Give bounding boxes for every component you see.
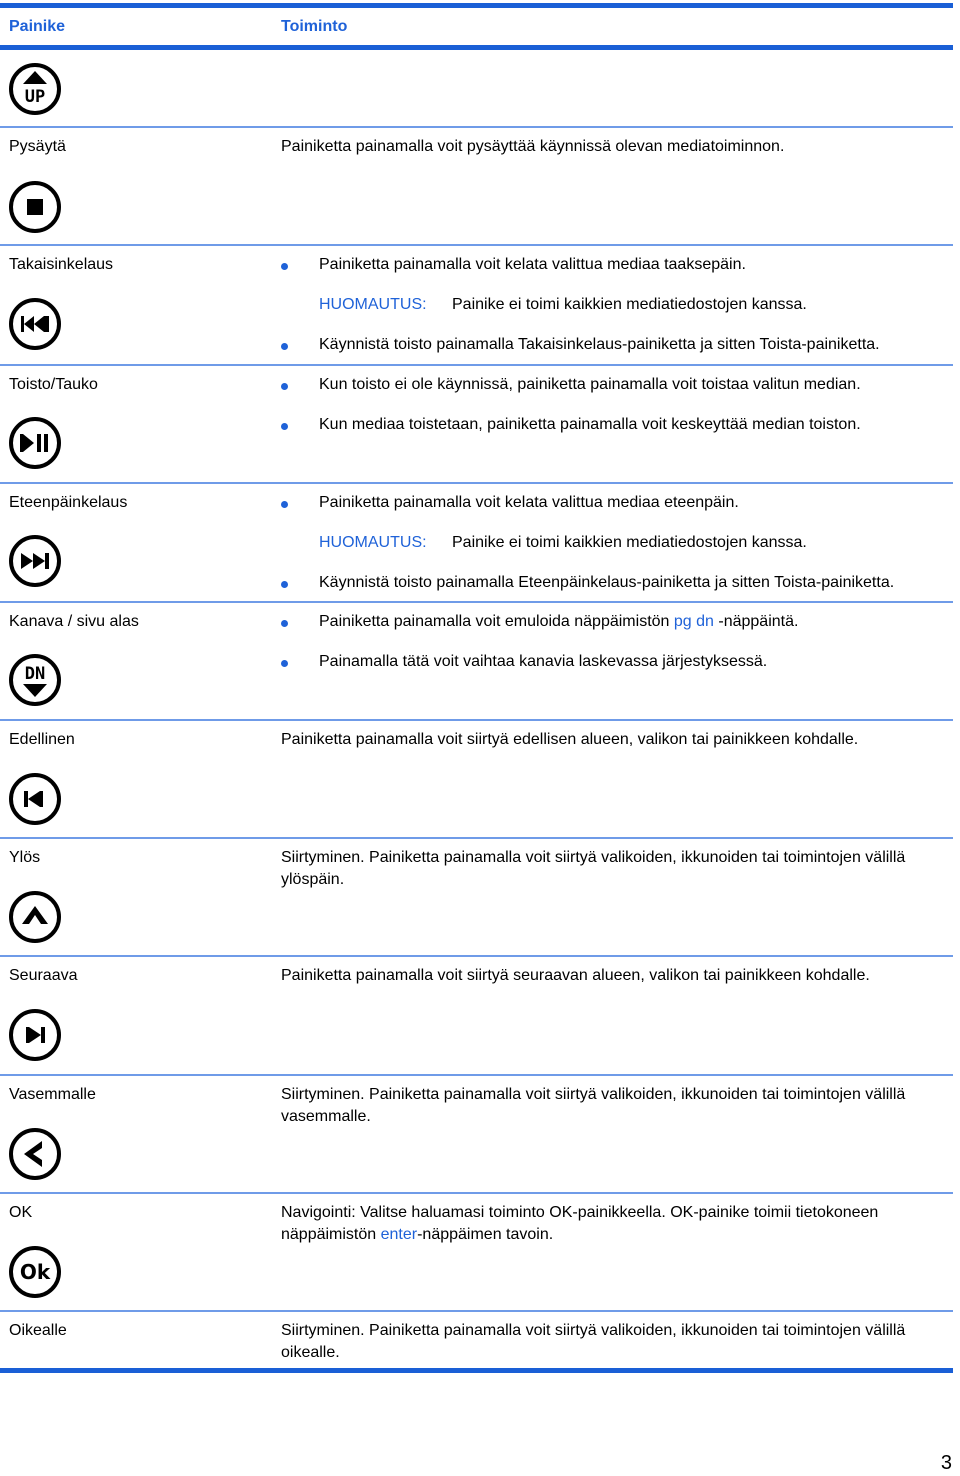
bullet [281, 383, 288, 390]
text: -näppäimen tavoin. [417, 1226, 554, 1243]
row-divider [0, 955, 953, 957]
svg-text:Ok: Ok [19, 1260, 51, 1284]
function-play-pause-1: Kun toisto ei ole käynnissä, painiketta painamalla voit toistaa valitun median. [319, 376, 861, 393]
text: Painiketta painamalla voit emuloida näppäimistön [319, 613, 674, 630]
button-name-next: Seuraava [9, 967, 78, 984]
bullet [281, 581, 288, 588]
bullet [281, 660, 288, 667]
stop-button-icon [8, 180, 62, 234]
note-text: Painike ei toimi kaikkien mediatiedostojen kanssa. [452, 296, 807, 313]
function-stop: Painiketta painamalla voit pysäyttää käynnissä olevan mediatoiminnon. [281, 138, 785, 155]
svg-text:UP: UP [24, 87, 46, 107]
function-rewind-2: Käynnistä toisto painamalla Takaisinkelaus-painiketta ja sitten Toista-painiketta. [319, 336, 880, 353]
function-next: Painiketta painamalla voit siirtyä seuraavan alueen, valikon tai painikkeen kohdalle. [281, 967, 870, 984]
next-button-icon [8, 1008, 62, 1062]
button-name-left: Vasemmalle [9, 1086, 96, 1103]
button-name-ok: OK [9, 1204, 33, 1221]
row-divider [0, 1310, 953, 1312]
function-up: Siirtyminen. Painiketta painamalla voit siirtyä valikoiden, ikkunoiden tai toimintojen välillä ylöspäin. [281, 849, 906, 888]
function-page-down-2: Painamalla tätä voit vaihtaa kanavia laskevassa järjestyksessä. [319, 653, 768, 670]
function-left: Siirtyminen. Painiketta painamalla voit siirtyä valikoiden, ikkunoiden tai toimintojen välillä vasemmalle. [281, 1086, 906, 1125]
function-right: Siirtyminen. Painiketta painamalla voit siirtyä valikoiden, ikkunoiden tai toimintojen välillä oikealle. [281, 1322, 906, 1361]
note-label: HUOMAUTUS: [319, 534, 427, 551]
note-text: Painike ei toimi kaikkien mediatiedostojen kanssa. [452, 534, 807, 551]
bottom-rule [0, 1368, 953, 1373]
function-rewind-1: Painiketta painamalla voit kelata valittua mediaa taaksepäin. [319, 256, 746, 273]
text: Navigointi: Valitse haluamasi toiminto OK-painikkeella. OK-painike toimii tietokoneen näppäimistön [281, 1204, 879, 1243]
row-divider [0, 126, 953, 128]
fast-forward-button-icon [8, 534, 62, 588]
rewind-button-icon [8, 297, 62, 351]
column-header-button: Painike [9, 18, 66, 35]
row-divider [0, 1192, 953, 1194]
row-divider [0, 837, 953, 839]
column-header-function: Toiminto [281, 18, 348, 35]
bullet [281, 263, 288, 270]
up-button-icon [8, 62, 62, 116]
top-rule [0, 3, 953, 8]
down-button-icon [8, 653, 62, 707]
bullet [281, 501, 288, 508]
button-name-page-down: Kanava / sivu alas [9, 613, 139, 630]
row-divider [0, 482, 953, 484]
key-name: enter [380, 1226, 418, 1243]
row-divider [0, 364, 953, 366]
button-name-stop: Pysäytä [9, 138, 66, 155]
row-divider [0, 601, 953, 603]
row-divider [0, 719, 953, 721]
button-name-right: Oikealle [9, 1322, 67, 1339]
function-previous: Painiketta painamalla voit siirtyä edellisen alueen, valikon tai painikkeen kohdalle. [281, 731, 859, 748]
function-page-down-1 [319, 613, 798, 631]
row-divider [0, 244, 953, 246]
note-label: HUOMAUTUS: [319, 296, 427, 313]
previous-button-icon [8, 772, 62, 826]
button-name-up: Ylös [9, 849, 41, 866]
bullet [281, 343, 288, 350]
function-ok [281, 1202, 951, 1246]
header-rule [0, 45, 953, 50]
function-play-pause-2: Kun mediaa toistetaan, painiketta painamalla voit keskeyttää median toiston. [319, 416, 861, 433]
text: -näppäintä. [713, 613, 799, 630]
page-number: 3 [940, 1452, 952, 1474]
up-arrow-button-icon [8, 890, 62, 944]
bullet [281, 423, 288, 430]
bullet [281, 620, 288, 627]
button-name-previous: Edellinen [9, 731, 75, 748]
ok-button-icon [8, 1245, 62, 1299]
play-pause-button-icon [8, 416, 62, 470]
function-fast-forward-2: Käynnistä toisto painamalla Eteenpäinkelaus-painiketta ja sitten Toista-painiketta. [319, 574, 895, 591]
button-name-fast-forward: Eteenpäinkelaus [9, 494, 128, 511]
function-fast-forward-1: Painiketta painamalla voit kelata valittua mediaa eteenpäin. [319, 494, 739, 511]
left-arrow-button-icon [8, 1127, 62, 1181]
key-name: pg dn [673, 613, 714, 630]
row-divider [0, 1074, 953, 1076]
button-name-play-pause: Toisto/Tauko [9, 376, 98, 393]
button-name-rewind: Takaisinkelaus [9, 256, 114, 273]
svg-text:DN: DN [24, 664, 46, 684]
